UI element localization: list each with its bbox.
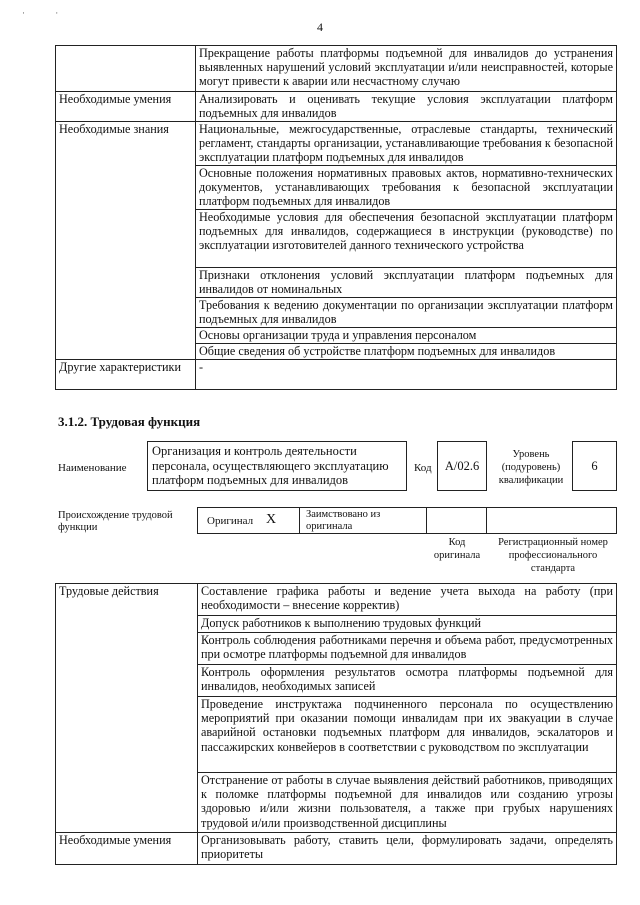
origin-label: Происхождение трудовой функции: [58, 510, 173, 533]
scan-marks: · ·: [22, 8, 73, 18]
table-cell: Проведение инструктажа подчиненного персонала по осуществлению мероприятий при оказании помощи инвалидам при их эвакуации в случае аварийной остановки подъемных платформ для инвалидов, эскалаторов и пассажирских конвейеров в соответствии с руководством по эксплуатации: [198, 697, 617, 773]
code-original-box: [426, 507, 487, 534]
section-title: 3.1.2. Трудовая функция: [58, 414, 201, 429]
row-label-other: Другие характеристики: [56, 360, 196, 390]
page-number: 4: [317, 20, 323, 34]
table-cell: Основы организации труда и управления персоналом: [196, 328, 617, 344]
table-cell: Допуск работников к выполнению трудовых функций: [198, 616, 617, 633]
level-value: 6: [591, 459, 598, 473]
table-cell: Прекращение работы платформы подъемной для инвалидов до устранения выявленных нарушений условий эксплуатации и/или неисправностей, которые могут привести к аварии или несчастному случаю: [196, 46, 617, 92]
borrowed-label: Заимствовано из оригинала: [306, 509, 381, 532]
table-cell: Анализировать и оценивать текущие условия эксплуатации платформ подъемных для инвалидов: [196, 92, 617, 122]
table-cell: -: [196, 360, 617, 390]
row-label-knowledge: Необходимые знания: [56, 122, 196, 360]
name-label: Наименование: [58, 462, 127, 474]
table-cell: Общие сведения об устройстве платформ подъемных для инвалидов: [196, 344, 617, 360]
knowledge-table: [55, 45, 617, 390]
table-cell: Основные положения нормативных правовых актов, нормативно-технических документов, устанавливающих требования к безопасной эксплуатации платформ подъемных для инвалидов: [196, 166, 617, 210]
function-name-box: [147, 441, 407, 491]
table-cell: Национальные, межгосударственные, отраслевые стандарты, технический регламент, стандарты организации, устанавливающие требования к безопасной эксплуатации платформ подъемных для инвалидов: [196, 122, 617, 166]
actions-table: [55, 583, 617, 865]
reg-number-label: Регистрационный номер профессионального стандарта: [498, 537, 608, 574]
level-box: [572, 441, 617, 491]
table-cell: Признаки отклонения условий эксплуатации платформ подъемных для инвалидов от номинальных: [196, 268, 617, 298]
table-cell: Необходимые условия для обеспечения безопасной эксплуатации платформ подъемных для инвалидов, содержащиеся в инструкции (руководстве) по эксплуатации изготовителей данного технического устройства: [196, 210, 617, 268]
code-box: [437, 441, 487, 491]
code-label: Код: [414, 462, 432, 474]
borrowed-box: [299, 507, 427, 534]
original-mark: Х: [266, 512, 277, 527]
table-cell: Организовывать работу, ставить цели, формулировать задачи, определять приоритеты: [198, 833, 617, 865]
reg-number-box: [486, 507, 617, 534]
original-label: Оригинал: [207, 515, 254, 527]
code-original-label: Код оригинала: [433, 537, 481, 561]
table-cell: Контроль оформления результатов осмотра платформы подъемной для инвалидов, необходимых записей: [198, 665, 617, 697]
row-label-empty: [56, 46, 196, 92]
table-cell: Составление графика работы и ведение учета выхода на работу (при необходимости – внесение корректив): [198, 584, 617, 616]
level-label: Уровень (подуровень) квалификации: [498, 449, 564, 486]
row-label-skills: Необходимые умения: [56, 92, 196, 122]
code-value: А/02.6: [444, 459, 480, 473]
table-cell: Отстранение от работы в случае выявления действий работников, приводящих к поломке платформы подъемной для инвалидов или созданию угрозы здоровью и/или жизни пользователя, а также при грубых нарушениях трудовой и/или производственной дисциплины: [198, 773, 617, 833]
original-box: [197, 507, 300, 534]
row-label-skills: Необходимые умения: [56, 833, 198, 865]
row-label-actions: Трудовые действия: [56, 584, 198, 833]
function-name: Организация и контроль деятельности персонала, осуществляющего эксплуатацию платформ подъемных для инвалидов: [152, 444, 389, 487]
table-cell: Контроль соблюдения работниками перечня и объема работ, предусмотренных при осмотре платформы подъемной для инвалидов: [198, 633, 617, 665]
table-cell: Требования к ведению документации по организации эксплуатации платформ подъемных для инвалидов: [196, 298, 617, 328]
